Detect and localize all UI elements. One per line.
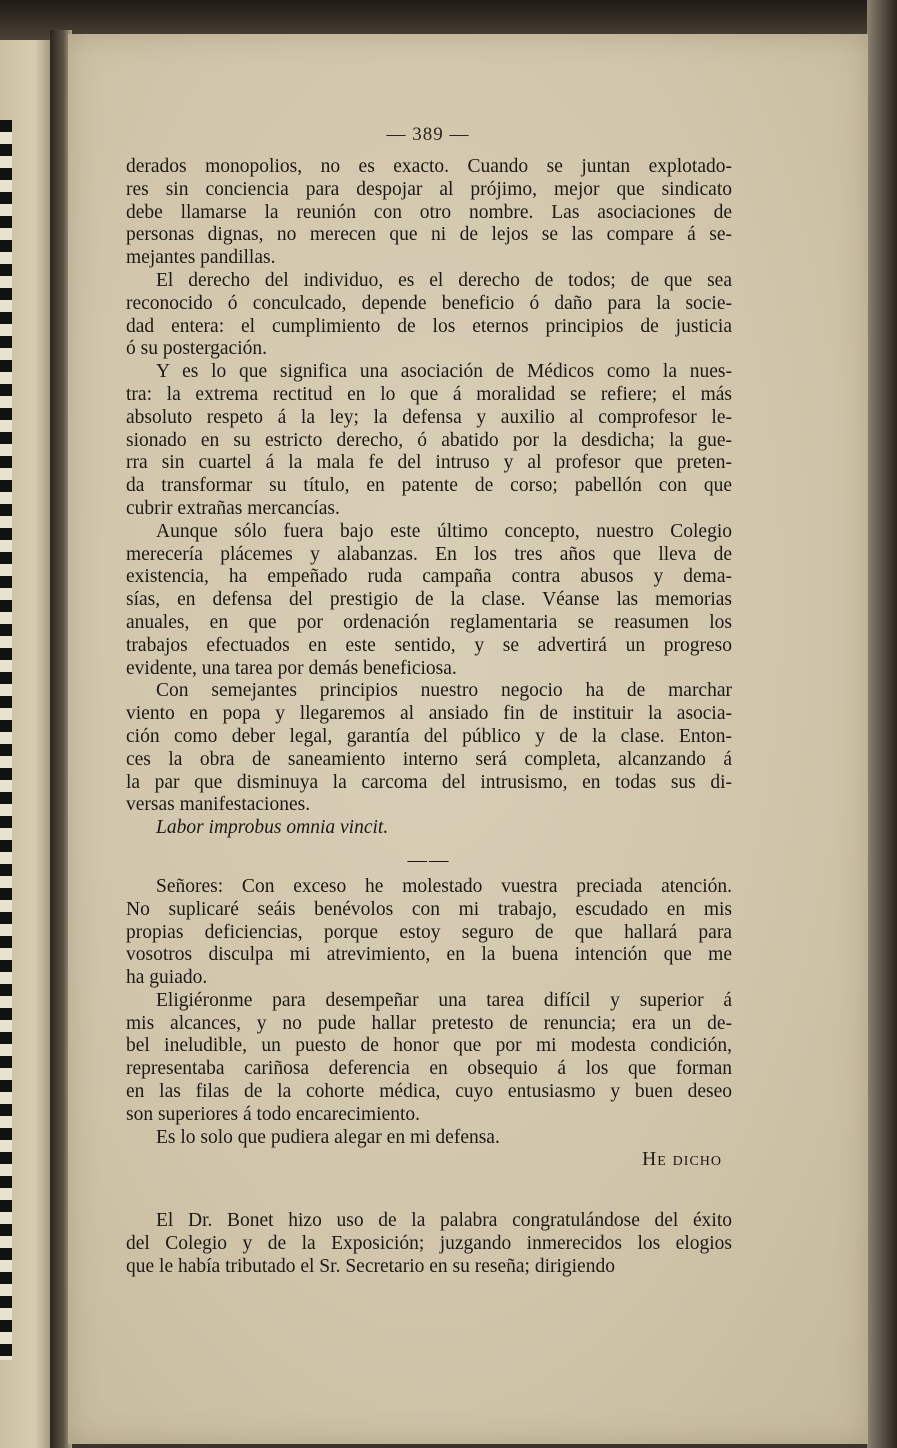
text-line: Señores: Con exceso he molestado vuestra preciada atención. bbox=[156, 875, 732, 897]
text-line: evidente, una tarea por demás beneficiosa. bbox=[126, 657, 457, 679]
text-section-2 bbox=[126, 876, 732, 1150]
text-line: sías, en defensa del prestigio de la clase. Véanse las memorias bbox=[126, 589, 732, 611]
text-line: bel ineludible, un puesto de honor que por mi modesta condición, bbox=[126, 1035, 732, 1057]
text-line: ción como deber legal, garantía del público y de la clase. Enton- bbox=[126, 725, 732, 747]
text-section-3 bbox=[126, 1210, 732, 1278]
text-line: son superiores á todo encarecimiento. bbox=[126, 1103, 421, 1125]
text-line: sionado en su estricto derecho, ó abatido por la desdicha; la gue- bbox=[126, 429, 732, 451]
text-line: derados monopolios, no es exacto. Cuando se juntan explotado- bbox=[126, 156, 732, 177]
text-line: cubrir extrañas mercancías. bbox=[126, 497, 340, 519]
text-line: reconocido ó conculcado, depende beneficio ó daño para la socie- bbox=[126, 292, 732, 314]
text-line: anuales, en que por ordenación reglamentaria se reasumen los bbox=[126, 611, 732, 633]
text-line: dad entera: el cumplimiento de los eternos principios de justicia bbox=[126, 315, 732, 337]
paragraph bbox=[126, 270, 732, 361]
spacer bbox=[126, 1172, 732, 1210]
text-line: Eligiéronme para desempeñar una tarea difícil y superior á bbox=[156, 989, 732, 1011]
motto: Labor improbus omnia vincit. bbox=[156, 817, 389, 839]
text-line: El Dr. Bonet hizo uso de la palabra congratulándose del éxito bbox=[156, 1210, 732, 1232]
text-line: viento en popa y llegaremos al ansiado fin de instituir la asocia- bbox=[126, 703, 732, 725]
text-line: Es lo solo que pudiera alegar en mi defensa. bbox=[156, 1126, 500, 1148]
text-line: rra sin cuartel á la mala fe del intruso y al profesor que preten- bbox=[126, 452, 732, 474]
text-line: Y es lo que significa una asociación de Médicos como la nues- bbox=[156, 361, 732, 383]
text-line: existencia, ha empeñado ruda campaña contra abusos y dema- bbox=[126, 566, 732, 588]
binding-stitch-strip bbox=[0, 120, 12, 1360]
book-page bbox=[68, 34, 868, 1444]
paragraph bbox=[126, 521, 732, 681]
text-line: No suplicaré seáis benévolos con mi trabajo, escudado en mis bbox=[126, 898, 732, 920]
paragraph bbox=[126, 361, 732, 521]
page-text bbox=[126, 156, 732, 1279]
text-section-1 bbox=[126, 156, 732, 817]
text-line: mejantes pandillas. bbox=[126, 247, 276, 269]
text-line: tra: la extrema rectitud en lo que á moralidad se refiere; el más bbox=[126, 383, 732, 405]
text-line: versas manifestaciones. bbox=[126, 794, 311, 816]
text-line: ces la obra de saneamiento interno será completa, alcanzando á bbox=[126, 748, 732, 770]
text-line: vosotros disculpa mi atrevimiento, en la buena intención que me bbox=[126, 944, 732, 966]
text-line: mis alcances, y no pude hallar pretesto de renuncia; era un de- bbox=[126, 1012, 732, 1034]
text-line: que le había tributado el Sr. Secretario en su reseña; dirigiendo bbox=[126, 1255, 615, 1277]
text-line: ó su postergación. bbox=[126, 338, 267, 360]
text-line: propias deficiencias, porque estoy seguro de que hallará para bbox=[126, 921, 732, 943]
text-line: del Colegio y de la Exposición; juzgando inmerecidos los elogios bbox=[126, 1233, 732, 1255]
text-line: El derecho del individuo, es el derecho de todos; de que sea bbox=[156, 269, 732, 291]
paragraph bbox=[126, 156, 732, 270]
paragraph bbox=[126, 1210, 732, 1278]
section-divider: —— bbox=[407, 849, 451, 871]
text-line: debe llamarse la reunión con otro nombre. Las asociaciones de bbox=[126, 201, 732, 223]
text-line: trabajos efectuados en este sentido, y se advertirá un progreso bbox=[126, 634, 732, 656]
paragraph bbox=[126, 990, 732, 1127]
text-line: en las filas de la cohorte médica, cuyo entusiasmo y buen deseo bbox=[126, 1081, 732, 1103]
signature: He dicho bbox=[642, 1149, 722, 1171]
text-line: res sin conciencia para despojar al prójimo, mejor que sindicato bbox=[126, 178, 732, 200]
text-line: ha guiado. bbox=[126, 967, 208, 989]
paragraph bbox=[126, 1127, 732, 1150]
page-number: — 389 — bbox=[386, 124, 470, 145]
text-line: da transformar su título, en patente de corso; pabellón con que bbox=[126, 475, 732, 497]
text-line: Aunque sólo fuera bajo este último concepto, nuestro Colegio bbox=[156, 520, 732, 542]
text-line: representaba cariñosa deferencia en obsequio á los que forman bbox=[126, 1058, 732, 1080]
text-line: Con semejantes principios nuestro negocio ha de marchar bbox=[156, 680, 732, 702]
text-line: merecería plácemes y alabanzas. En los tres años que lleva de bbox=[126, 543, 732, 565]
text-line: absoluto respeto á la ley; la defensa y auxilio al comprofesor le- bbox=[126, 406, 732, 428]
paragraph bbox=[126, 876, 732, 990]
paragraph bbox=[126, 680, 732, 817]
book-right-edge bbox=[867, 0, 897, 1448]
text-line: la par que disminuya la carcoma del intrusismo, en todas sus di- bbox=[126, 771, 732, 793]
text-line: personas dignas, no merecen que ni de lejos se las compare á se- bbox=[126, 224, 732, 246]
